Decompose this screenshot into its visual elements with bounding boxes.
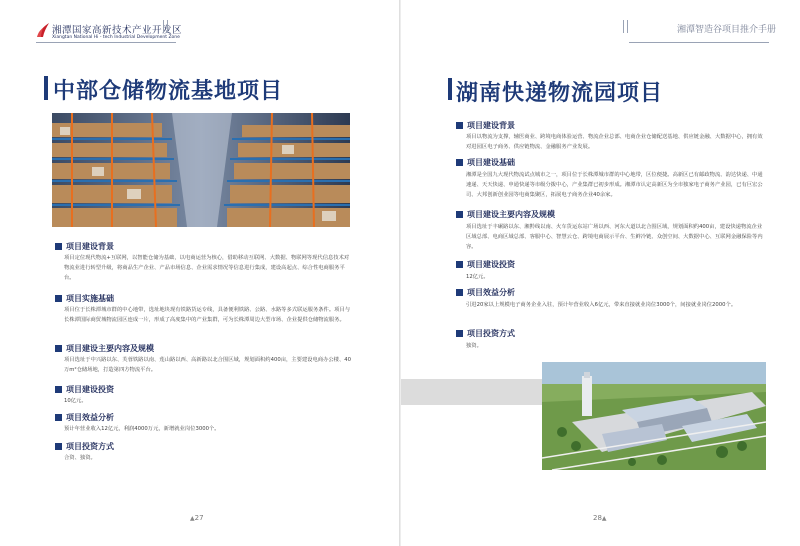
bullet-icon [456, 330, 463, 337]
section-heading: 项目效益分析 [456, 287, 515, 298]
section-heading: 项目建设主要内容及规模 [456, 209, 555, 220]
bullet-icon [55, 386, 62, 393]
bullet-icon [456, 261, 463, 268]
org-name-cn: 湘潭国家高新技术产业开发区 [52, 25, 183, 36]
section-heading: 项目建设基础 [456, 157, 515, 168]
logistics-park-rendering [542, 362, 766, 470]
page-title: 湖南快递物流园项目 [456, 81, 664, 106]
section-body: 项目选址于丰碾路以东、湘黔线以南、火车货运东站广场以西、河东大道以北合围区域，规划面积约400亩，建设快递物流企业区域总部、电商区域总部、客服中心、智慧云仓、跨境电商展示平台、生鲜冷链、众创空间、大数据中心、互联网金融保险等内容。 [466, 224, 763, 250]
section-body: 项目位于长株潭城市群的中心地带，选址地块现有铁路货运专线，具备便利铁路、公路、水路等多式联运服务条件。项目与长株潭国际商贸城物流园区连成一片，形成了高度集中的产业集群，可为长株潭周边大型市场、企业提供仓储物流服务。 [64, 307, 351, 323]
section-heading: 项目建设背景 [456, 120, 515, 131]
page-title: 中部仓储物流基地项目 [53, 79, 284, 104]
header-divider [623, 20, 628, 33]
bullet-icon [55, 414, 62, 421]
section-heading: 项目效益分析 [55, 412, 114, 423]
section-body: 项目定位现代物流+互联网，以智能仓储为基础，以电商运营为核心，借助移动互联网、大数据、物联网等现代信息技术对物流业进行转型升级，将商品生产企业、产品市场信息、企业需求情况等信息进行集成，建设高起点、综合性电商服务平台。 [64, 255, 350, 281]
bullet-icon [456, 122, 463, 129]
title-accent [44, 76, 48, 100]
section-body: 12亿元。 [466, 274, 489, 280]
left-page [0, 0, 399, 546]
section-body: 预计年营业收入12亿元，利润4000万元，新增就业岗位3000个。 [64, 426, 220, 432]
header-line [629, 42, 769, 43]
header-divider [163, 20, 168, 33]
bullet-icon [456, 159, 463, 166]
section-heading: 项目建设背景 [55, 241, 114, 252]
section-body: 湘潭是全国九大现代物流试点城市之一，项目位于长株潭城市群的中心地带，区位便捷。高新区已有邮政物流、韵达快递、中通速递、天天快递、申通快递等市级分拨中心，产业集群已初步形成。湘潭市认定高新区为全市独家电子商务产业园，已有巨宏公司、大邦创新创业园等电商集聚区，拓展电子商务企业40余家。 [466, 172, 763, 198]
section-heading: 项目建设投资 [456, 259, 515, 270]
section-heading: 项目投资方式 [55, 441, 114, 452]
section-body: 10亿元。 [64, 398, 87, 404]
handbook-title: 湘潭智造谷项目推介手册 [677, 25, 777, 35]
section-body: 项目以物流为支撑，辅医商业、跨境电商体验运营、物流企业总部、电商企业仓储配送基地、供应链金融、大数据中心，拥有效对进园区电子商务、供应链物流、金融服务产业发展。 [466, 134, 763, 150]
section-body: 合资、独资。 [64, 455, 96, 461]
warehouse-photo [52, 113, 350, 227]
section-body: 独资。 [466, 343, 482, 349]
decorative-band [401, 379, 542, 405]
section-heading: 项目建设投资 [55, 384, 114, 395]
section-body: 项目选址于中兴路以东、芙蓉铁路以南、莲山路以西、高新路以北合围区域，规划面积约400亩，主要建设电商办公楼、40万m²仓储场地，打造第四方物流平台。 [64, 357, 351, 373]
title-accent [448, 78, 452, 100]
page-number: 28▲ [593, 514, 607, 522]
section-body: 引进20家以上规模电子商务企业入驻，预计年营业收入6亿元，带来直接就业岗位3000个，间接就业岗位2000个。 [466, 302, 737, 308]
page-number: ▲27 [190, 514, 204, 522]
header-line [36, 42, 176, 43]
logo-icon [36, 22, 50, 38]
bullet-icon [55, 345, 62, 352]
section-heading: 项目实施基础 [55, 293, 114, 304]
section-heading: 项目投资方式 [456, 328, 515, 339]
bullet-icon [456, 289, 463, 296]
bullet-icon [55, 243, 62, 250]
section-heading: 项目建设主要内容及规模 [55, 343, 154, 354]
bullet-icon [55, 443, 62, 450]
bullet-icon [456, 211, 463, 218]
bullet-icon [55, 295, 62, 302]
org-name-en: Xiangtan National Hi - tech Industrial Development Zone [52, 35, 180, 40]
